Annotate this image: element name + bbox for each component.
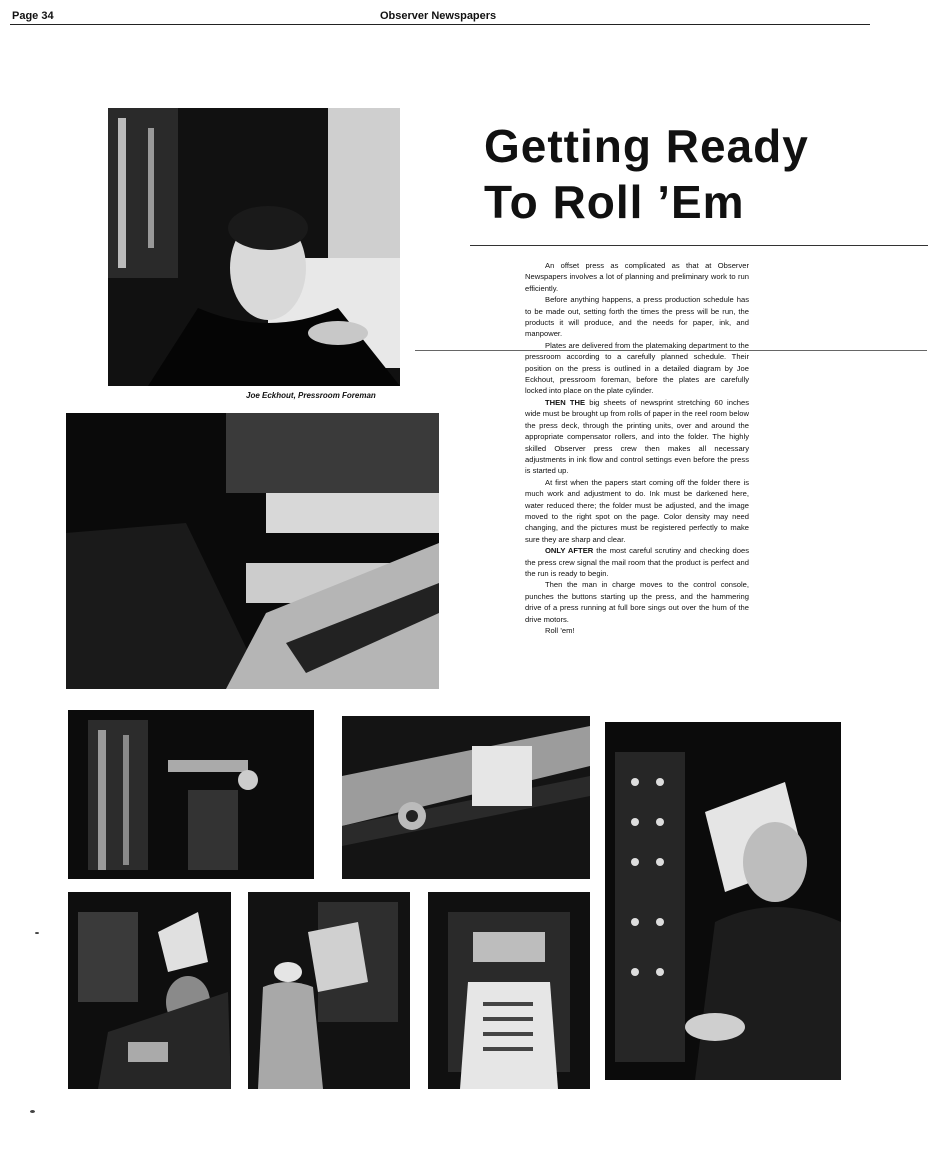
page-number: Page 34 (12, 10, 54, 22)
photo-rollers (342, 716, 590, 879)
photo-portrait (108, 108, 400, 386)
article-body (525, 260, 749, 636)
headline-line-2: To Roll ’Em (484, 176, 745, 228)
header-rule (10, 24, 870, 25)
paragraph: Plates are delivered from the platemaking department to the pressroom according to a carefully planned schedule. Their position on the press is outlined in a detailed diagram by Joe Eckhout, pressroom foreman, before the plates are carefully locked into place on the plate cylinder. (525, 340, 749, 396)
paragraph: THEN THE big sheets of newsprint stretching 60 inches wide must be brought up from rolls of paper in the reel room below the press deck, through the printing units, over and around the appropriate compensator rollers, and into the folder. The highly skilled Observer press crew then makes all necessary adjustments in ink flow and control settings even before the press is started up. (525, 397, 749, 476)
photo-press-operator (66, 413, 439, 689)
scan-speck (30, 1110, 35, 1113)
publication-name: Observer Newspapers (380, 10, 497, 22)
photo-folder-papers (428, 892, 590, 1089)
photo-control-panel (605, 722, 841, 1080)
paragraph: An offset press as complicated as that at Observer Newspapers involves a lot of planning and preliminary work to run efficiently. (525, 261, 749, 293)
paragraph: Before anything happens, a press production schedule has to be made out, setting forth the times the press will be run, the products it will produce, and the needs for paper, ink, and manpower. (525, 295, 749, 339)
scan-speck (35, 932, 39, 934)
paragraph: ONLY AFTER the most careful scrutiny and checking does the press crew signal the mail room that the product is perfect and the run is ready to begin. (525, 546, 749, 578)
photo-press-units (68, 710, 314, 879)
divider-rule (470, 245, 928, 246)
paragraph: Roll ’em! (545, 626, 575, 635)
headline-line-1: Getting Ready (484, 120, 809, 172)
photo-worker-hat (248, 892, 410, 1089)
headline (484, 118, 864, 230)
paragraph: At first when the papers start coming off the folder there is much work and adjustment to do. Ink must be darkened here, water reduced there; the folder must be adjusted, and the image moved to the right spot on the page. Color density may need changing, and the pictures must be registered perfectly to make sure they are sharp and clear. (525, 477, 749, 544)
photo-caption: Joe Eckhout, Pressroom Foreman (246, 391, 376, 400)
paragraph: Then the man in charge moves to the control console, punches the buttons starting up the press, and the hammering drive of a press running at full bore sings out over the hum of the drive motors. (525, 580, 749, 624)
photo-worker-bending (68, 892, 231, 1089)
